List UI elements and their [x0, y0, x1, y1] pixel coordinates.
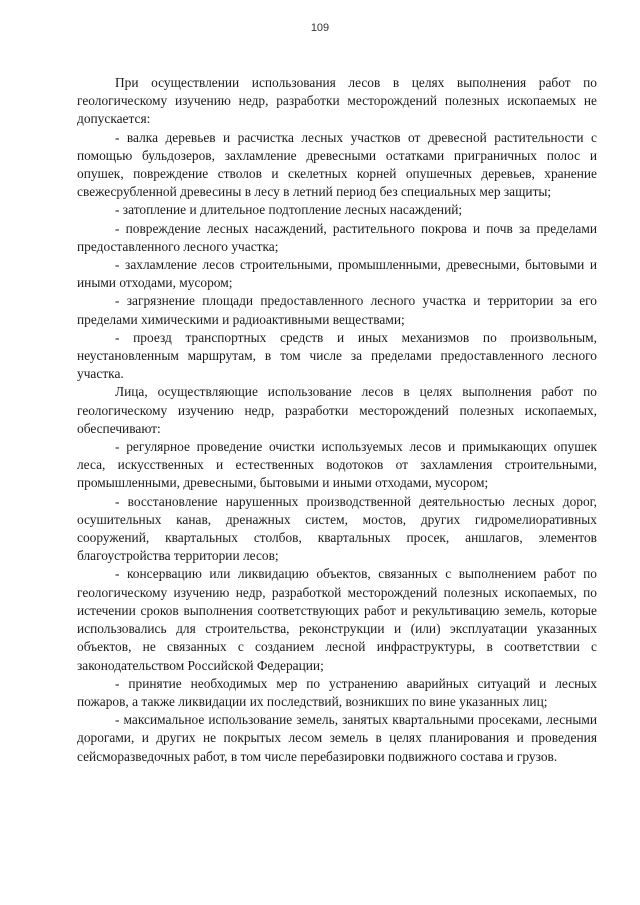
list-item-littering: - захламление лесов строительными, промышленными, древесными, бытовыми и иными отходами, мусором;	[77, 257, 597, 291]
list-item-felling: - валка деревьев и расчистка лесных участков от древесной растительности с помощью бульдозеров, захламление древесными остатками приграничных полос и опушек, повреждение стволов и скелетных корней опушечных деревьев, хранение свежесрубленной древесины в лесу в летний период без специальных мер защиты;	[77, 129, 597, 200]
paragraph-intro-obligations: Лица, осуществляющие использование лесов в целях выполнения работ по геологическому изучению недр, разработки месторождений полезных ископаемых, обеспечивают:	[77, 384, 597, 436]
list-item-cleaning: - регулярное проведение очистки используемых лесов и примыкающих опушек леса, искусственных и естественных водотоков от захламления строительными, промышленными, древесными, бытовыми и иными отходами, мусором;	[77, 439, 597, 491]
list-item-vehicles: - проезд транспортных средств и иных механизмов по произвольным, неустановленным маршрутам, в том числе за пределами предоставленного лесного участка.	[77, 329, 597, 382]
list-item-flooding: - затопление и длительное подтопление лесных насаждений;	[115, 202, 463, 218]
list-item-land-use: - максимальное использование земель, занятых квартальными просеками, лесными дорогами, и других не покрытых лесом земель в целях планирования и проведения сейсморазведочных работ, в том числе перебазировки подвижного состава и грузов.	[77, 712, 597, 764]
list-item-pollution: - загрязнение площади предоставленного лесного участка и территории за его пределами химическими и радиоактивными веществами;	[77, 293, 597, 327]
list-item-damage: - повреждение лесных насаждений, растительного покрова и почв за пределами предоставленного лесного участка;	[77, 220, 597, 254]
list-item-conservation: - консервацию или ликвидацию объектов, связанных с выполнением работ по геологическому изучению недр, разработкой месторождений полезных ископаемых, по истечении сроков выполнения соответствующих работ и рекультивацию земель, которые использовались для строительства, реконструкции и (или) эксплуатации указанных объектов, не связанных с созданием лесной инфраструктуры, в соответствии с законодательством Российской Федерации;	[77, 566, 597, 673]
paragraph-intro-prohibitions: При осуществлении использования лесов в целях выполнения работ по геологическому изучению недр, разработки месторождений полезных ископаемых не допускается:	[77, 75, 597, 127]
page-number: 109	[310, 22, 330, 34]
document-body	[77, 74, 597, 766]
list-item-restoration: - восстановление нарушенных производственной деятельностью лесных дорог, осушительных канав, дренажных систем, мостов, других гидромелиоративных сооружений, квартальных столбов, квартальных просек, аншлагов, элементов благоустройства территории лесов;	[77, 493, 597, 564]
list-item-emergencies: - принятие необходимых мер по устранению аварийных ситуаций и лесных пожаров, а также ликвидации их последствий, возникших по вине указанных лиц;	[77, 675, 597, 709]
